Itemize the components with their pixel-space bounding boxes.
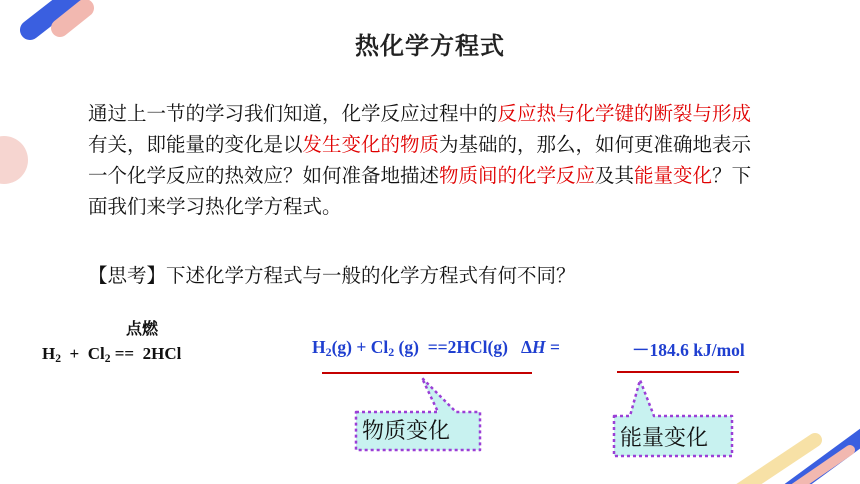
highlight-changing-substance: 发生变化的物质 <box>302 133 440 156</box>
think-question: 【思考】下述化学方程式与一般的化学方程式有何不同？ <box>88 264 576 287</box>
highlight-energy-change: 能量变化 <box>634 164 713 187</box>
decorative-corner-stripes-bottom-right <box>730 410 860 484</box>
para-text: 及其 <box>595 164 635 187</box>
page-title: 热化学方程式 <box>355 32 505 60</box>
highlight-chemical-reaction: 物质间的化学反应 <box>439 164 596 187</box>
enthalpy-value: －184.6 kJ/mol <box>632 340 745 360</box>
ordinary-equation: $H_2 + Cl_2 == 2HCl$ <box>42 344 182 365</box>
decorative-circle-left <box>0 130 30 190</box>
para-text: 通过上一节的学习我们知道，化学反应过程中的 <box>88 102 498 125</box>
callout-energy-label: 能量变化 <box>620 426 709 451</box>
para-text: 为基础的，那么，如何更准确地表示一个化学反应的热效应？如何准备地描述 <box>88 133 752 187</box>
intro-paragraph <box>88 98 768 222</box>
thermochemical-equation: $H_2(g) + Cl_2$ (g) ==2HCl(g) ΔH = <box>312 337 565 359</box>
para-text: 有关，即能量的变化是以 <box>88 133 303 156</box>
para-text: ？下面我们来学习热化学方程式。 <box>88 164 752 218</box>
reaction-condition: 点燃 <box>126 319 159 338</box>
highlight-bond-formation: 反应热与化学键的断裂与形成 <box>497 102 752 125</box>
callout-substance-label: 物质变化 <box>362 419 451 444</box>
